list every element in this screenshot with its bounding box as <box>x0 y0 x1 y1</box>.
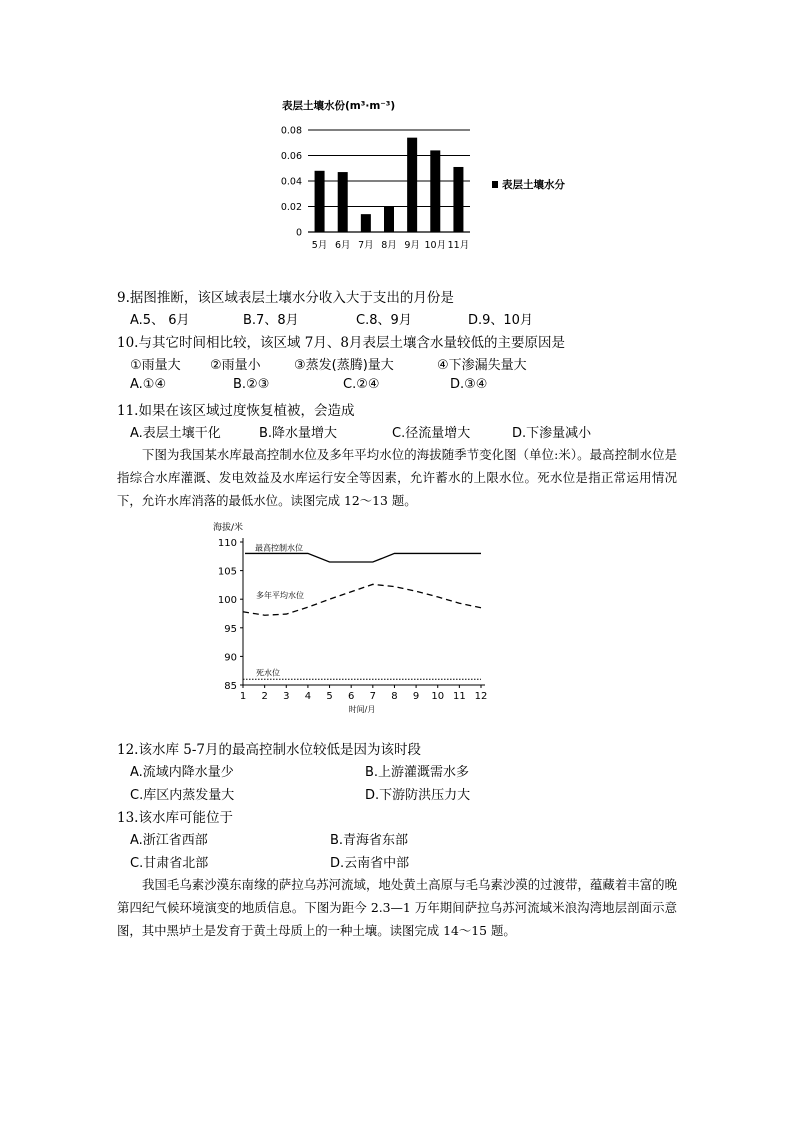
y-axis-ticks <box>281 126 302 239</box>
bar-1 <box>315 171 325 232</box>
passage-14-15: 我国毛乌素沙漠东南缘的萨拉乌苏河流域，地处黄土高原与毛乌素沙漠的过渡带，蕴藏着丰富的晚第四纪气候环境演变的地质信息。下图为距今 2.3—1 万年期间萨拉乌苏河流域米浪沟湾地层剖面示意图，其中黑垆土是发育于黄土母质上的一种土壤。读图完成 14～15 题。 <box>117 877 677 938</box>
question-11-stem: 11.如果在该区域过度恢复植被，会造成 <box>117 403 355 419</box>
x-tick-label: 11月 <box>447 240 470 251</box>
y-tick-label: 110 <box>217 538 237 549</box>
q10-option-c: C.②④ <box>343 377 380 392</box>
x-tick-label: 11 <box>452 691 466 702</box>
chart-axes <box>243 538 485 685</box>
y-axis-ticks <box>218 538 243 692</box>
bar-6 <box>430 150 440 232</box>
y-tick-label: 100 <box>217 595 237 607</box>
y-tick-label: 0.06 <box>280 151 302 162</box>
bar-5 <box>407 138 417 232</box>
q9-option-a: A.5、 6月 <box>130 313 190 328</box>
question-12-stem: 12.该水库 5-7月的最高控制水位较低是因为该时段 <box>117 742 421 758</box>
x-tick-label: 8 <box>391 691 398 702</box>
soil-moisture-bar-chart <box>270 95 600 265</box>
passage-12-13: 下图为我国某水库最高控制水位及多年平均水位的海拔随季节变化图（单位:米）。最高控制水位是指综合水库灌溉、发电效益及水库运行安全等因素，允许蓄水的上限水位。死水位是指正常运用情况下，允许水库消落的最低水位。读图完成 12～13 题。 <box>117 447 677 508</box>
q11-option-d: D.下渗量减小 <box>512 426 592 441</box>
y-tick-label: 0.02 <box>280 202 302 213</box>
q9-option-b: B.7、8月 <box>243 313 299 328</box>
x-tick-label: 7 <box>369 691 377 702</box>
x-axis-ticks <box>240 685 488 702</box>
x-tick-label: 9 <box>412 691 420 702</box>
x-tick-label: 7月 <box>358 240 374 251</box>
q11-option-b: B.降水量增大 <box>259 426 338 441</box>
y-tick-label: 85 <box>224 681 237 692</box>
q10-statement-1: ①雨量大 <box>130 358 181 373</box>
q10-statement-4: ④下渗漏失量大 <box>437 358 527 373</box>
y-tick-label: 0.08 <box>280 125 302 137</box>
y-tick-label: 105 <box>217 566 237 578</box>
x-axis-ticks <box>312 240 469 251</box>
x-tick-label: 3 <box>283 691 290 702</box>
x-tick-label: 9月 <box>404 240 420 251</box>
q10-statement-2: ②雨量小 <box>210 358 261 373</box>
q11-option-c: C.径流量增大 <box>392 426 471 441</box>
x-tick-label: 6月 <box>334 240 351 251</box>
x-tick-label: 10 <box>431 691 445 702</box>
legend-label: 表层土壤水分 <box>502 179 565 191</box>
x-axis-label: 时间/月 <box>348 705 376 714</box>
y-tick-label: 90 <box>224 652 237 664</box>
q12-option-c: C.库区内蒸发量大 <box>130 788 235 803</box>
x-tick-label: 2 <box>261 691 268 702</box>
q9-option-c: C.8、9月 <box>356 313 412 328</box>
y-tick-label: 95 <box>224 623 237 635</box>
series-label-average-level: 多年平均水位 <box>256 591 304 601</box>
q13-option-b: B.青海省东部 <box>330 833 409 848</box>
q13-option-c: C.甘肃省北部 <box>130 856 209 871</box>
q11-option-a: A.表层土壤干化 <box>130 426 221 441</box>
q12-option-b: B.上游灌溉需水多 <box>365 765 470 780</box>
line-series <box>243 553 481 679</box>
bar-2 <box>338 172 348 232</box>
q10-option-d: D.③④ <box>450 377 488 392</box>
chart-title: 表层土壤水份(m³·m⁻³) <box>282 100 396 112</box>
x-tick-label: 6 <box>347 691 355 702</box>
x-tick-label: 5月 <box>311 240 328 251</box>
q12-option-a: A.流域内降水量少 <box>130 765 234 780</box>
bar-7 <box>453 167 463 232</box>
bar-3 <box>361 214 371 232</box>
y-tick-label: 0.04 <box>280 176 302 188</box>
x-tick-label: 5 <box>326 691 333 702</box>
y-axis-label: 海拔/米 <box>213 523 244 533</box>
x-tick-label: 10月 <box>424 240 447 251</box>
x-tick-label: 1 <box>239 691 247 702</box>
x-tick-label: 12 <box>474 691 488 702</box>
question-10-stem: 10.与其它时间相比较，该区域 7月、8月表层土壤含水量较低的主要原因是 <box>117 335 565 351</box>
series-label-dead-level: 死水位 <box>256 668 280 678</box>
legend-swatch <box>492 181 498 188</box>
bar-4 <box>384 207 394 233</box>
q13-option-a: A.浙江省西部 <box>130 833 208 848</box>
question-13-stem: 13.该水库可能位于 <box>117 810 233 826</box>
x-tick-label: 4 <box>304 691 312 702</box>
series-label-max-control-level: 最高控制水位 <box>255 543 303 553</box>
x-tick-label: 8月 <box>381 240 397 251</box>
q10-option-b: B.②③ <box>233 377 270 392</box>
question-9-stem: 9.据图推断，该区域表层土壤水分收入大于支出的月份是 <box>117 290 454 306</box>
q10-statement-3: ③蒸发(蒸腾)量大 <box>294 358 394 373</box>
q12-option-d: D.下游防洪压力大 <box>365 788 471 803</box>
max-control-level-line <box>245 553 481 562</box>
q9-option-d: D.9、10月 <box>468 313 533 328</box>
y-tick-label: 0 <box>295 227 302 239</box>
q10-option-a: A.①④ <box>130 377 167 392</box>
reservoir-water-level-chart <box>205 518 505 718</box>
bar-series <box>315 138 464 232</box>
q13-option-d: D.云南省中部 <box>330 856 410 871</box>
